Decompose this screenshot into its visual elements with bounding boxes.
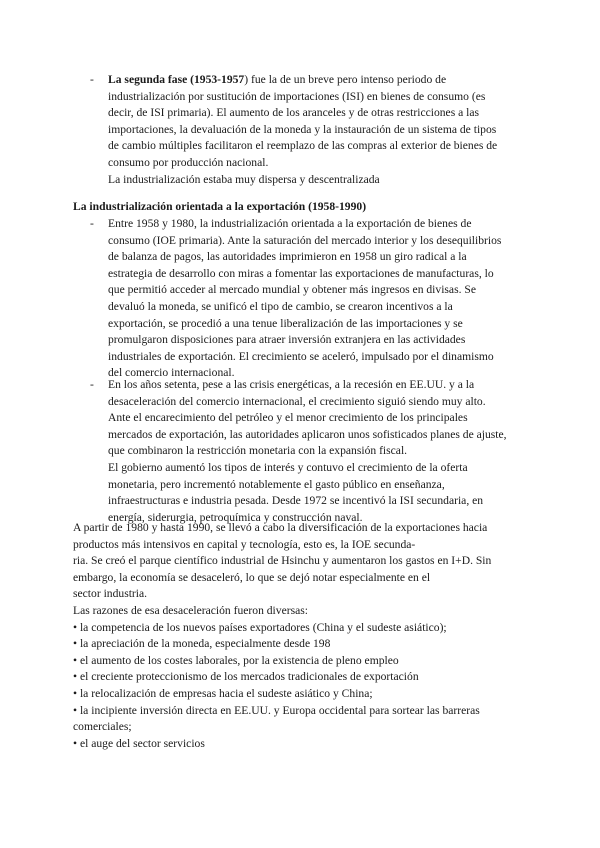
text-line: industrialización por sustitución de importaciones (ISI) en bienes de consumo (es [108, 89, 486, 103]
text-line: Entre 1958 y 1980, la industrialización orientada a la exportación de bienes de [108, 217, 472, 230]
list-item-continuation: comerciales; [73, 720, 132, 734]
text-line: mercados de exportación, las autoridades aplicaron unos sofisticados planes de ajuste, [108, 427, 507, 441]
list-item: • la relocalización de empresas hacia el sudeste asiático y China; [73, 686, 373, 700]
text-line: monetaria, pero incrementó notablemente el gasto público en enseñanza, [108, 477, 445, 491]
section-heading: La industrialización orientada a la exportación (1958-1990) [73, 200, 367, 213]
list-dash: - [90, 378, 94, 391]
list-dash: - [90, 73, 94, 86]
text-line: devaluó la moneda, se unificó el tipo de cambio, se crearon incentivos a la [108, 299, 453, 313]
text-line: consumo por producción nacional. [108, 155, 269, 169]
text-line: energía, siderurgia, petroquímica y construcción naval. [108, 510, 363, 524]
text-line: exportación, se procedió a una tenue liberalización de las importaciones y se [108, 316, 463, 330]
list-dash: - [90, 217, 94, 230]
text-line: de balanza de pagos, las autoridades imprimieron en 1958 un giro radical a la [108, 250, 467, 264]
list-item: • el aumento de los costes laborales, por la existencia de pleno empleo [73, 653, 399, 667]
text-line: promulgaron disposiciones para atraer inversión extranjera en las actividades [108, 333, 466, 347]
text-line: de cambio múltiples facilitaron el reemplazo de las compras al exterior de bienes de [108, 139, 498, 153]
list-item: • la competencia de los nuevos países exportadores (China y el sudeste asiático); [73, 620, 447, 634]
text-line: La industrialización estaba muy dispersa y descentralizada [108, 172, 380, 186]
text-line: desaceleración del comercio internacional, el crecimiento siguió siendo muy alto. [108, 394, 486, 408]
text-line: sector industria. [73, 587, 148, 601]
text-line: embargo, la economía se desaceleró, lo que se dejó notar especialmente en el [73, 570, 431, 584]
text-line: que combinaron la restricción monetaria con la expansión fiscal. [108, 444, 408, 458]
list-item: • la incipiente inversión directa en EE.UU. y Europa occidental para sortear las barreras [73, 703, 480, 717]
text-line: decir, de ISI primaria). El aumento de los aranceles y de otras restricciones a las [108, 106, 480, 120]
text-line: ria. Se creó el parque científico industrial de Hsinchu y aumentaron los gastos en I+D. Sin [73, 554, 492, 568]
text-line: infraestructuras e industria pesada. Desde 1972 se incentivó la ISI secundaria, en [108, 494, 484, 508]
text-line: consumo (IOE primaria). Ante la saturación del mercado interior y los desequilibrios [108, 233, 502, 247]
phase-bold: La segunda fase (1953-1957 [108, 73, 245, 86]
list-item: • el auge del sector servicios [73, 736, 205, 750]
text-line: El gobierno aumentó los tipos de interés y contuvo el crecimiento de la oferta [108, 460, 468, 474]
list-item: • la apreciación de la moneda, especialmente desde 198 [73, 637, 331, 651]
text-line: industriales de exportación. El crecimiento se aceleró, impulsado por el dinamismo [108, 349, 494, 363]
text-line: que permitió acceder al mercado mundial y obtener más ingresos en divisas. Se [108, 283, 476, 297]
text-line: Las razones de esa desaceleración fueron diversas: [73, 603, 308, 617]
text-line: estrategia de desarrollo con miras a fomentar las exportaciones de manufacturas, lo [108, 266, 494, 280]
text-line: Ante el encarecimiento del petróleo y el menor crecimiento de los principales [108, 411, 468, 425]
text-line: La segunda fase (1953-1957) fue la de un breve pero intenso periodo de [108, 73, 447, 86]
text-line: En los años setenta, pese a las crisis energéticas, a la recesión en EE.UU. y a la [108, 378, 475, 391]
text-line: productos más intensivos en capital y tecnología, esto es, la IOE secunda- [73, 537, 416, 551]
segunda-fase-text [108, 72, 528, 188]
text-line: A partir de 1980 y hasta 1990, se llevó a cabo la diversificación de la exportaciones hacia [73, 521, 488, 534]
conclusion-paragraph [73, 520, 533, 752]
bullet-1958-1980-text [108, 216, 528, 382]
text-line: importaciones, la devaluación de la moneda y la instauración de un sistema de tipos [108, 122, 497, 136]
text-line: del comercio internacional. [108, 366, 235, 380]
list-item: • el creciente proteccionismo de los mercados tradicionales de exportación [73, 670, 419, 684]
bullet-anos-setenta-text [108, 377, 528, 526]
